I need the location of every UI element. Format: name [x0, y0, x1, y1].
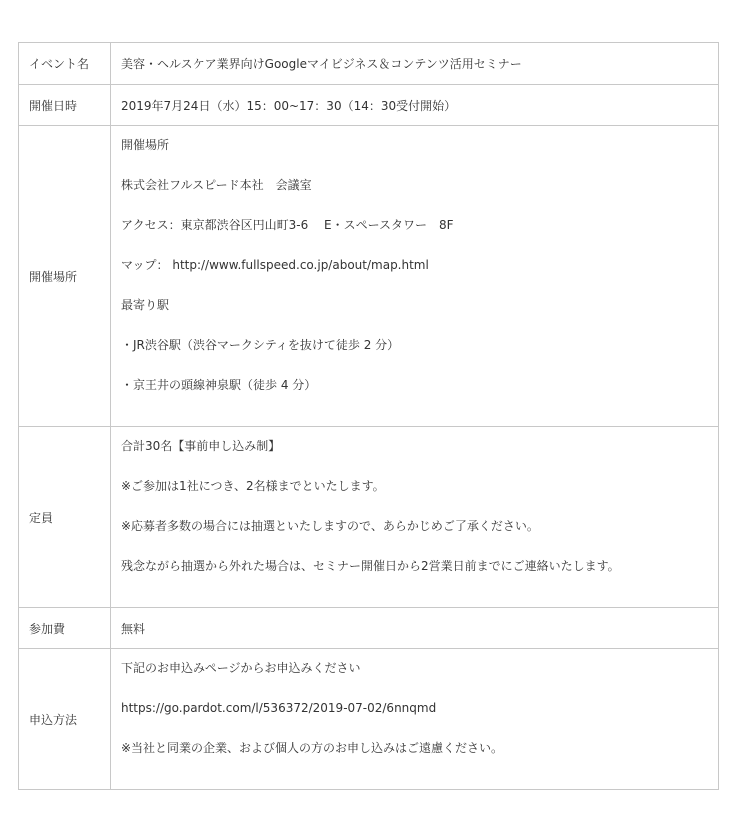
row-event-name	[19, 43, 719, 85]
venue-map-link[interactable]: マップ： http://www.fullspeed.co.jp/about/map.html	[121, 258, 429, 272]
event-info-table	[18, 42, 719, 790]
venue-heading: 開催場所	[121, 138, 170, 152]
fee-label: 参加費	[19, 608, 111, 649]
capacity-value	[111, 427, 719, 608]
capacity-total: 合計30名【事前申し込み制】	[121, 439, 281, 453]
capacity-label: 定員	[19, 427, 111, 608]
event-datetime-text: 2019年7月24日（水）15：00~17：30（14：30受付開始）	[121, 98, 457, 113]
event-datetime-label: 開催日時	[19, 85, 111, 126]
capacity-note-notification: 残念ながら抽選から外れた場合は、セミナー開催日から2営業日前までにご連絡いたします。	[121, 559, 620, 573]
venue-value	[111, 126, 719, 427]
application-instruction: 下記のお申込みページからお申込みください	[121, 661, 361, 675]
row-capacity	[19, 427, 719, 608]
fee-text: 無料	[121, 621, 146, 636]
venue-nearest-station-heading: 最寄り駅	[121, 298, 170, 312]
row-fee	[19, 608, 719, 649]
venue-company: 株式会社フルスピード本社 会議室	[121, 178, 312, 192]
venue-station-jr: ・JR渋谷駅（渋谷マークシティを抜けて徒歩 2 分）	[121, 338, 400, 352]
capacity-note-lottery: ※応募者多数の場合には抽選といたしますので、あらかじめご了承ください。	[121, 519, 539, 533]
event-name-text: 美容・ヘルスケア業界向けGoogleマイビジネス＆コンテンツ活用セミナー	[121, 57, 522, 71]
capacity-note-per-company: ※ご参加は1社につき、2名様までといたします。	[121, 479, 385, 493]
venue-station-keio: ・京王井の頭線神泉駅（徒歩 4 分）	[121, 378, 317, 392]
fee-value	[111, 608, 719, 649]
event-name-label: イベント名	[19, 43, 111, 85]
application-url-link[interactable]: https://go.pardot.com/l/536372/2019-07-02/6nnqmd	[121, 701, 437, 715]
row-application	[19, 649, 719, 790]
venue-access: アクセス：東京都渋谷区円山町3-6 E・スペースタワー 8F	[121, 218, 454, 232]
event-name-value	[111, 43, 719, 85]
row-venue	[19, 126, 719, 427]
application-label: 申込方法	[19, 649, 111, 790]
event-datetime-value	[111, 85, 719, 126]
application-value	[111, 649, 719, 790]
row-event-datetime	[19, 85, 719, 126]
venue-label: 開催場所	[19, 126, 111, 427]
application-note: ※当社と同業の企業、および個人の方のお申し込みはご遠慮ください。	[121, 741, 504, 755]
